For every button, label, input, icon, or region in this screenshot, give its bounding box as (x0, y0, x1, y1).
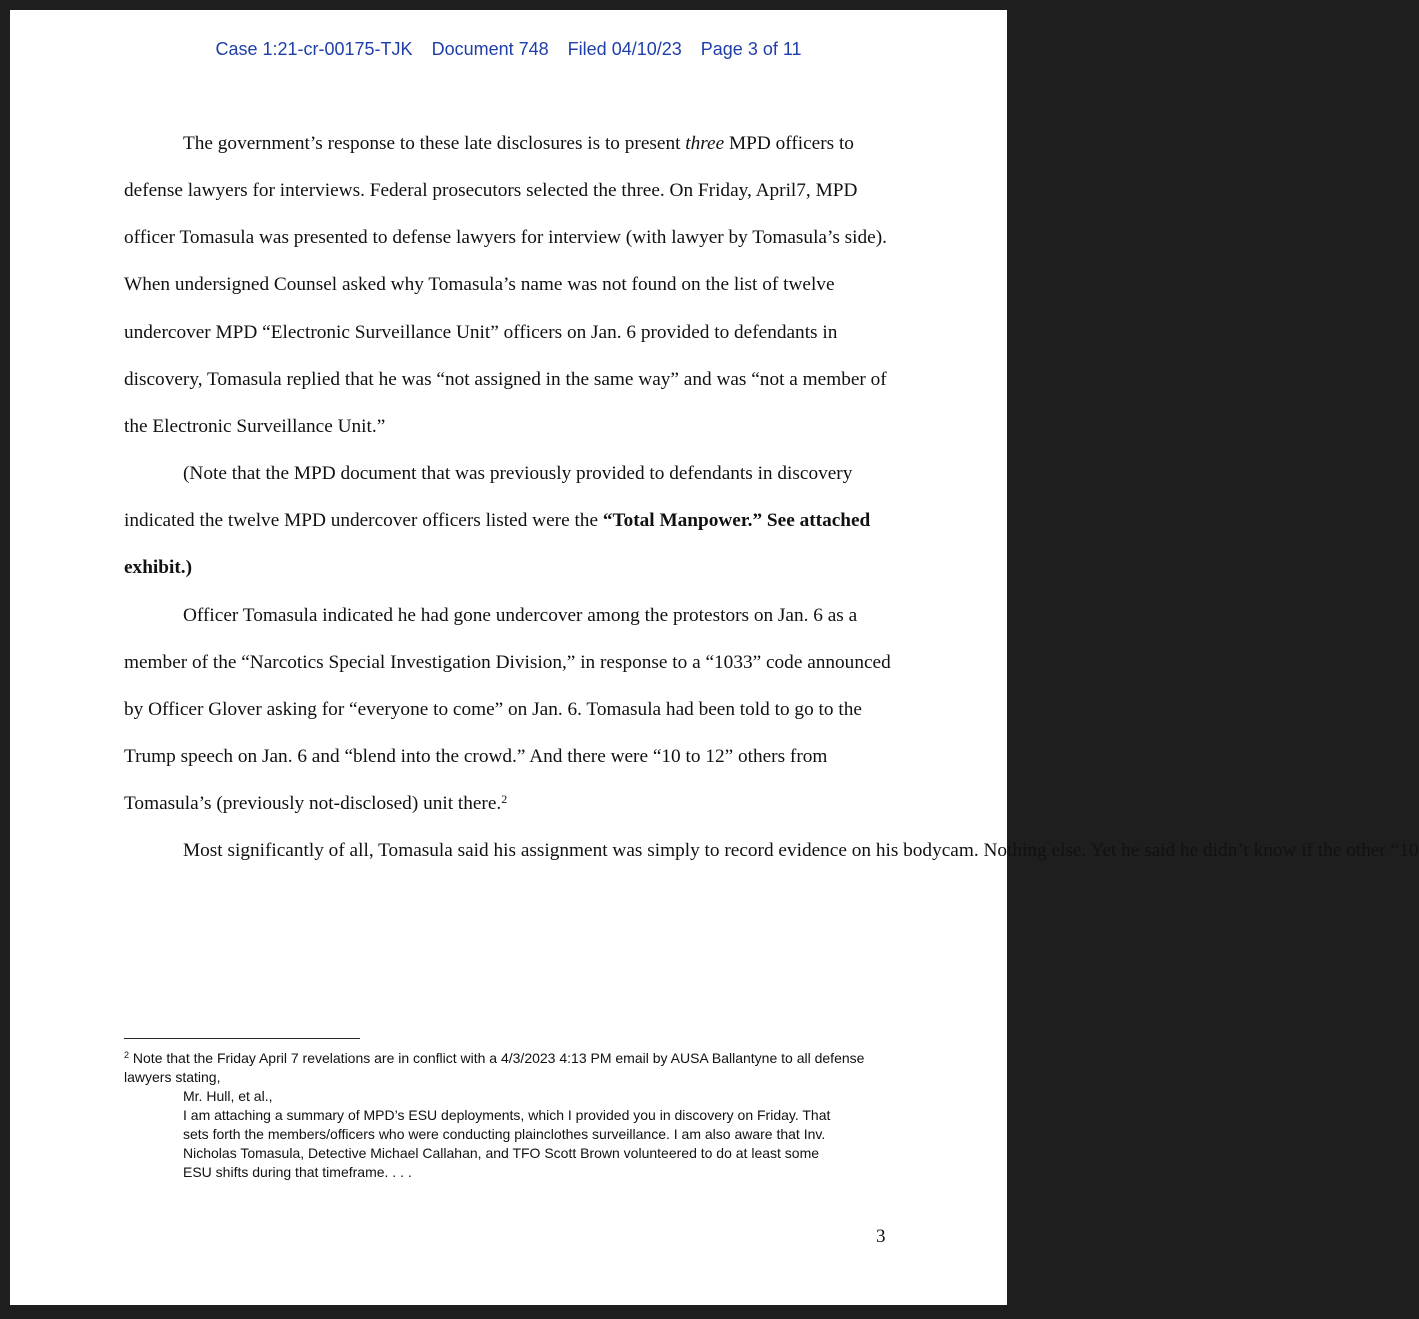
footnote-divider (124, 1038, 360, 1039)
body-text (124, 120, 1419, 875)
bold-total-manpower: “Total Manpower.” See attached exhibit.) (124, 510, 871, 579)
paragraph-1: The government’s response to these late disclosures is to present three MPD officers to defense lawyers for interviews. Federal prosecutors selected the three. On Friday, April7, MPD officer Tomasula was presented to defense lawyers for interview (with lawyer by Tomasula’s side). When undersigned Counsel asked why Tomasula’s name was not found on the list of twelve undercover MPD “Electronic Surveillance Unit” officers on Jan. 6 provided to defendants in discovery, Tomasula replied that he was “not assigned in the same way” and was “not a member of the Electronic Surveillance Unit.” (124, 133, 887, 437)
footnote (124, 1049, 884, 1182)
footnote-ref: 2 (501, 792, 508, 807)
paragraph-3: Officer Tomasula indicated he had gone undercover among the protestors on Jan. 6 as a member of the “Narcotics Special Investigation Division,” in response to a “1033” code announced by Officer Glover asking for “everyone to come” on Jan. 6. Tomasula had been told to go to the Trump speech on Jan. 6 and “blend into the crowd.” And there were “10 to 12” others from Tomasula’s (previously not-disclosed) unit there.$^2$ (124, 604, 891, 815)
page-number: 3 (876, 1226, 886, 1247)
filed-date: Filed 04/10/23 (567, 39, 682, 59)
footnote-salutation: Mr. Hull, et al., (183, 1088, 273, 1104)
document-number: Document 748 (431, 39, 549, 59)
case-number: Case 1:21-cr-00175-TJK (215, 39, 413, 59)
document-page (10, 10, 1419, 1305)
ecf-header (10, 39, 1007, 60)
paragraph-2: (Note that the MPD document that was previously provided to defendants in discovery indicated the twelve MPD undercover officers listed were the “Total Manpower.” See attached exhibit.) (124, 463, 871, 579)
emphasis-three: three (685, 133, 725, 154)
footnote-intro: $^2$ Note that the Friday April 7 revelations are in conflict with a 4/3/2023 4:13 PM email by AUSA Ballantyne to all defense lawyers stating, (124, 1050, 865, 1085)
paragraph-4: Most significantly of all, Tomasula said his assignment was simply to record evidence on his bodycam. Nothing else. Yet he said he didn’t know if the other “10 (183, 840, 1419, 862)
footnote-marker: 2 (124, 1050, 130, 1060)
page-count: Page 3 of 11 (700, 39, 802, 59)
footnote-quote: I am attaching a summary of MPD’s ESU deployments, which I provided you in discovery on Friday. That sets forth the members/officers who were conducting plainclothes surveillance. I am also aware that Inv. Nicholas Tomasula, Detective Michael Callahan, and TFO Scott Brown volunteered to do at least some ESU shifts during that timeframe. . . . (183, 1107, 831, 1180)
